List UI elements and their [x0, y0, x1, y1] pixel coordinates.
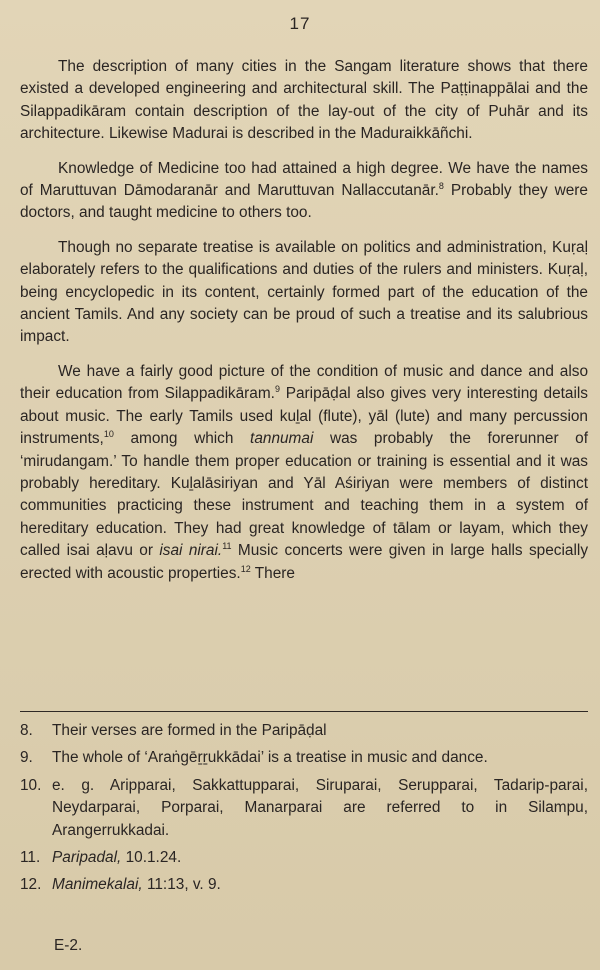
paragraph-politics: [20, 237, 588, 349]
paragraph-cities: [20, 56, 588, 146]
footnote-text: [52, 874, 588, 896]
text-run: Music concerts were given in large halls specially erected with acoustic properties.: [20, 542, 589, 582]
text-run: was probably the forerunner of ‘mirudangam.’ To handle them proper education or training is essential and it was probably hereditary. Kuḻalāsiriyan and Yāl Aśiriyan were members of distinct communities practicing these instrument and teaching them in a system of hereditary education. They had great knowledge of tālam or layam, which they called isai aḷavu or: [20, 430, 588, 560]
italic-term: isai nirai.: [159, 542, 223, 560]
italic-term: Paripadal,: [52, 849, 122, 867]
footnote-marker: 9: [274, 384, 280, 395]
text-run: We have a fairly good picture of the condition of music and dance and also their education from Silappadikāram.: [20, 362, 588, 403]
footnote: [20, 720, 588, 742]
footnote-number: 8.: [20, 722, 33, 739]
footnote-marker: 11: [222, 541, 232, 551]
text-run: among which: [113, 430, 251, 448]
text-run: Probably they were doctors, and taught medicine to others too.: [20, 182, 588, 222]
footnotes: [20, 720, 588, 902]
paragraph-medicine: [20, 158, 588, 225]
italic-term: tannumai: [250, 430, 314, 448]
footnote-marker: 10: [103, 428, 114, 439]
footnote-text: [52, 775, 588, 842]
footnote: [20, 874, 588, 896]
body-text: [20, 56, 588, 597]
footnote-number: 11.: [20, 849, 41, 867]
footnote: [20, 747, 588, 769]
text-run: Though no separate treatise is available on politics and administration, Kuṛaḷ elaborately refers to the qualifications and duties of the rulers and ministers. Kuṛaḷ, being encyclopedic in its content, certainly formed part of the education of the ancient Tamils. And any society can be proud of such a treatise and its salubrious impact.: [20, 238, 588, 346]
footnote: [20, 847, 588, 869]
footnote-number: 9.: [20, 749, 33, 767]
footnote-marker: 12: [240, 563, 251, 574]
text-run: The whole of ‘Araṅgēṟṟukkādai’ is a treatise in music and dance.: [52, 749, 488, 767]
text-run: e. g. Aripparai, Sakkattupparai, Siruparai, Serupparai, Tadarip-parai, Neydarparai, Porparai, Manarparai are referred to in Silampu, Arangerrukkadai.: [52, 776, 588, 839]
footnote-marker: 8: [438, 180, 444, 191]
text-run: Paripāḍal also gives very interesting details about music. The early Tamils used kuḻal (flute), yāl (lute) and many percussion instruments,: [20, 385, 589, 448]
italic-term: Manimekalai,: [52, 876, 143, 894]
text-run: There: [250, 564, 295, 582]
footnote-text: [52, 847, 588, 869]
footnote-text: [52, 720, 588, 742]
footnote-number: 10.: [20, 776, 42, 794]
footnote: [20, 775, 588, 842]
text-run: 10.1.24.: [121, 849, 182, 867]
signature-mark: E-2.: [54, 937, 83, 954]
footnote-text: [52, 747, 588, 769]
text-run: The description of many cities in the Sangam literature shows that there existed a developed engineering and architectural skill. The Paṭṭinappālai and the Silappadikāram contain description of the lay-out of the city of Puhār and its architecture. Likewise Madurai is described in the Maduraikkāñchi.: [20, 58, 588, 143]
text-run: Knowledge of Medicine too had attained a high degree. We have the names of Maruttuvan Dāmodaranār and Maruttuvan Nallaccutanār.: [20, 159, 588, 200]
paragraph-music: [20, 361, 588, 585]
page-number: 17: [289, 14, 311, 33]
footnote-divider: [20, 711, 588, 712]
text-run: Their verses are formed in the Paripāḍal: [52, 722, 327, 739]
footnote-number: 12.: [20, 876, 42, 894]
text-run: 11:13, v. 9.: [142, 876, 221, 894]
